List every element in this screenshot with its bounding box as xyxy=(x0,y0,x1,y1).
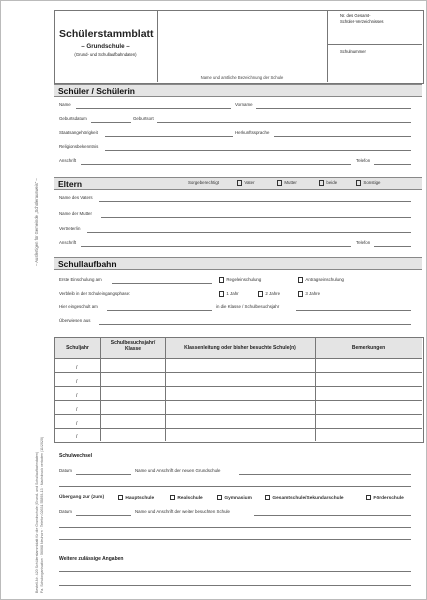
field-eingeschult[interactable] xyxy=(107,310,212,311)
field-more-1[interactable] xyxy=(59,571,411,572)
label-geburtsort: Geburtsort xyxy=(133,116,154,121)
field-geburtsdatum[interactable] xyxy=(91,122,131,123)
checkbox-3-jahre[interactable] xyxy=(298,291,303,296)
side-note-upper: – Ausfertigen für Gemeinde „Schülerausweis“ – xyxy=(34,178,39,266)
option-realschule[interactable]: Realschule xyxy=(170,495,203,501)
option-sonstige[interactable]: Sonstige xyxy=(356,180,380,186)
row-mark-4: / xyxy=(76,407,78,413)
field-klasse[interactable] xyxy=(296,310,411,311)
field-einschulung[interactable] xyxy=(112,283,212,284)
field-name[interactable] xyxy=(76,108,231,109)
label-sorgeberechtigt: Sorgeberechtigt xyxy=(188,180,219,185)
th-bemerkungen: Bemerkungen xyxy=(351,345,386,351)
option-3-jahre[interactable]: 3 Jahre xyxy=(298,291,320,297)
checkbox-foerderschule[interactable] xyxy=(366,495,371,500)
field-telefon[interactable] xyxy=(374,164,411,165)
col-divider-2 xyxy=(165,337,166,441)
option-hauptschule[interactable]: Hauptschule xyxy=(118,495,154,501)
field-change-datum[interactable] xyxy=(76,474,131,475)
register-label-1: Nr. des Gesamt- xyxy=(340,13,371,18)
field-weitere-schule-2[interactable] xyxy=(59,527,411,528)
label-klasse: in die Klasse / Schulbesuchsjahr xyxy=(216,304,280,309)
option-gesamtschule[interactable]: Gesamtschule/Sekundarschule xyxy=(265,495,344,501)
field-neue-schule-2[interactable] xyxy=(59,486,411,487)
checkbox-gymnasium[interactable] xyxy=(217,495,222,500)
school-number-label: Schulnummer xyxy=(340,49,366,54)
section-career-title: Schullaufbahn xyxy=(58,259,117,269)
field-vertreter[interactable] xyxy=(87,232,411,233)
option-antragseinschulung[interactable]: Antragseinschulung xyxy=(298,277,344,283)
label-vorname: Vorname xyxy=(235,102,253,107)
checkbox-mutter[interactable] xyxy=(277,180,282,185)
option-gymnasium[interactable]: Gymnasium xyxy=(217,495,252,501)
checkbox-hauptschule[interactable] xyxy=(118,495,123,500)
field-eltern-anschrift[interactable] xyxy=(81,246,351,247)
th-klasse: Schulbesuchsjahr/ Klasse xyxy=(110,340,156,352)
th-klassenleitung: Klassenleitung oder bisher besuchte Schule(n) xyxy=(184,345,296,351)
label-vertreter: Vertreter/in xyxy=(59,226,81,231)
row-mark-5: / xyxy=(76,421,78,427)
table-row xyxy=(54,400,422,401)
side-note-lower-1: Bestell-Nr. 420 Schülerstammblatt für die Grundschule (Grund- und Schullaufbahndaten) xyxy=(35,451,39,593)
option-mutter[interactable]: Mutter xyxy=(277,180,297,186)
label-change-datum: Datum xyxy=(59,468,72,473)
label-anschrift: Anschrift xyxy=(59,158,77,163)
field-weitere-schule[interactable] xyxy=(254,515,411,516)
page-title: Schülerstammblatt xyxy=(59,28,154,40)
checkbox-beide[interactable] xyxy=(319,180,324,185)
col-divider-3 xyxy=(315,337,316,441)
section-student-title: Schüler / Schülerin xyxy=(58,86,135,96)
table-row xyxy=(54,428,422,429)
row-mark-2: / xyxy=(76,379,78,385)
label-einschulung: Erste Einschulung am xyxy=(59,277,102,282)
field-more-2[interactable] xyxy=(59,585,411,586)
field-mutter[interactable] xyxy=(101,217,411,218)
school-name-caption: Name und amtliche Bezeichnung der Schule xyxy=(200,75,284,80)
label-eltern-telefon: Telefon xyxy=(356,240,371,245)
page-subtitle: – Grundschule – xyxy=(81,43,130,50)
label-name: Name xyxy=(59,102,71,107)
label-geburtsdatum: Geburtsdatum xyxy=(59,116,87,121)
row-mark-1: / xyxy=(76,365,78,371)
label-neue-schule: Name und Anschrift der neuen Grundschule xyxy=(135,468,221,473)
label-eltern-anschrift: Anschrift xyxy=(59,240,77,245)
field-religion[interactable] xyxy=(105,150,411,151)
table-row xyxy=(54,372,422,373)
field-vorname[interactable] xyxy=(256,108,411,109)
field-eltern-telefon[interactable] xyxy=(374,246,411,247)
label-staatsangehoerigkeit: Staatsangehörigkeit xyxy=(59,130,98,135)
checkbox-2-jahre[interactable] xyxy=(258,291,263,296)
field-herkunftssprache[interactable] xyxy=(274,136,411,137)
field-geburtsort[interactable] xyxy=(157,122,411,123)
checkbox-gesamtschule[interactable] xyxy=(265,495,270,500)
field-neue-schule[interactable] xyxy=(239,474,411,475)
label-weitere-schule: Name und Anschrift der weiter besuchten Schule xyxy=(135,509,230,514)
checkbox-realschule[interactable] xyxy=(170,495,175,500)
label-telefon: Telefon xyxy=(356,158,371,163)
field-change-datum-2[interactable] xyxy=(76,515,131,516)
table-row xyxy=(54,414,422,415)
label-verbleib: Verbleib in der Schuleingangsphase: xyxy=(59,291,131,296)
checkbox-antragseinschulung[interactable] xyxy=(298,277,303,282)
option-1-jahr[interactable]: 1 Jahr xyxy=(219,291,239,297)
register-label-2: Schüler-Verzeichnisses xyxy=(340,19,384,24)
label-eingeschult: Hier eingeschult am xyxy=(59,304,98,309)
label-uebergang: Übergang zur (zum) xyxy=(59,495,105,500)
option-foerderschule[interactable]: Förderschule xyxy=(366,495,404,501)
section-parents-title: Eltern xyxy=(58,179,83,189)
field-vater[interactable] xyxy=(99,201,411,202)
option-beide[interactable]: beide xyxy=(319,180,337,186)
field-ueberwiesen[interactable] xyxy=(99,324,411,325)
checkbox-regeleinschulung[interactable] xyxy=(219,277,224,282)
section-change-title: Schulwechsel xyxy=(59,453,93,459)
row-mark-6: / xyxy=(76,434,78,440)
table-row xyxy=(54,386,422,387)
side-note-lower-2: Fa. Schulorganisation · 56068 Neuhorn · Telefon 02631 55893-13 · Nachdruck verboten (11/2020) xyxy=(40,436,44,593)
checkbox-sonstige[interactable] xyxy=(356,180,361,185)
section-career xyxy=(54,257,422,270)
label-change-datum-2: Datum xyxy=(59,509,72,514)
field-staatsangehoerigkeit[interactable] xyxy=(105,136,233,137)
label-herkunftssprache: Herkunftssprache xyxy=(235,130,270,135)
col-divider-1 xyxy=(100,337,101,441)
label-mutter: Name der Mutter xyxy=(59,211,92,216)
field-anschrift[interactable] xyxy=(81,164,351,165)
row-mark-3: / xyxy=(76,393,78,399)
field-weitere-schule-3[interactable] xyxy=(59,539,411,540)
section-more-title: Weitere zulässige Angaben xyxy=(59,556,124,562)
option-regeleinschulung[interactable]: Regeleinschulung xyxy=(219,277,261,283)
option-2-jahre[interactable]: 2 Jahre xyxy=(258,291,280,297)
register-divider xyxy=(327,44,422,45)
option-vater[interactable]: Vater xyxy=(237,180,255,186)
th-schuljahr: Schuljahr xyxy=(66,345,89,351)
checkbox-1-jahr[interactable] xyxy=(219,291,224,296)
page-subtitle-2: (Grund- und Schullaufbahndaten) xyxy=(74,52,137,57)
label-religion: Religionsbekenntnis xyxy=(59,144,99,149)
checkbox-vater[interactable] xyxy=(237,180,242,185)
label-vater: Name des Vaters xyxy=(59,195,93,200)
section-student xyxy=(54,84,422,97)
label-ueberwiesen: Überwiesen aus xyxy=(59,318,91,323)
